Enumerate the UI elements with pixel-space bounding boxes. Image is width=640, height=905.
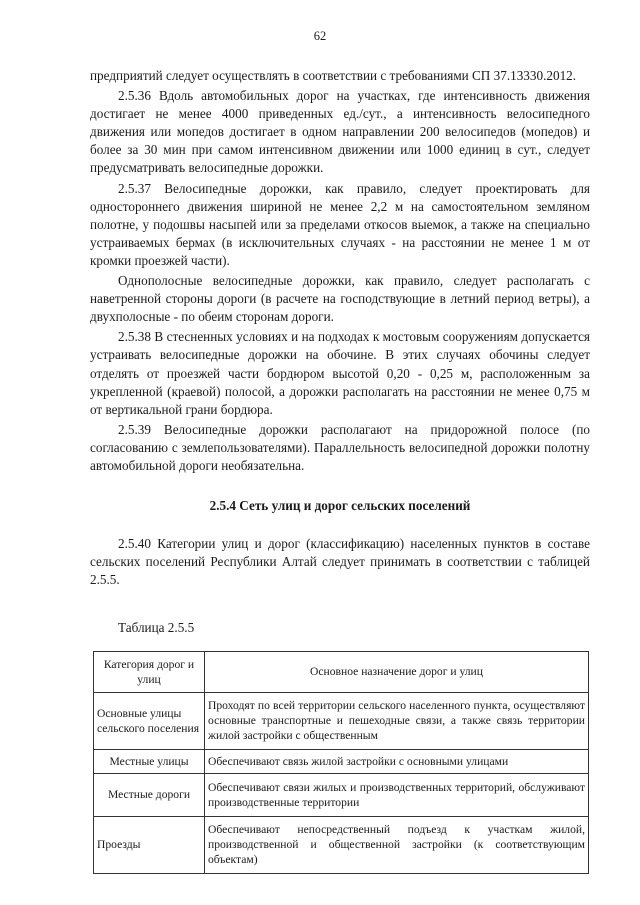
table-cell-category: Местные улицы — [94, 749, 205, 773]
table-caption: Таблица 2.5.5 — [118, 620, 195, 636]
section-heading: 2.5.4 Сеть улиц и дорог сельских поселений — [209, 498, 471, 514]
paragraph-2-5-40: 2.5.40 Категории улиц и дорог (классификацию) населенных пунктов в составе сельских поселений Республики Алтай следует принимать в соответствии с таблицей 2.5.5. — [90, 536, 590, 588]
paragraph-2-5-37: 2.5.37 Велосипедные дорожки, как правило, следует проектировать для одностороннего движения шириной не менее 2,2 м на самостоятельном земляном полотне, у подошвы насыпей или за пределами откосов выемок, а также на специально устраиваемых бермах (в исключительных случаях - на расстоянии не менее 1 м от кромки проезжей части). — [90, 180, 590, 268]
page-number: 62 — [313, 29, 327, 43]
table-cell-purpose: Обеспечивают связь жилой застройки с основными улицами — [205, 749, 589, 773]
table-header-row — [94, 651, 589, 692]
street-classification-table — [93, 651, 589, 874]
table-cell-category: Проезды — [94, 816, 205, 873]
paragraph-2-5-38: 2.5.38 В стесненных условиях и на подходах к мостовым сооружениям допускается устраивать велосипедные дорожки на обочине. В этих случаях обочины следует отделять от проезжей части бордюром высотой 0,20 - 0,25 м, расположенным за укрепленной (краевой) полосой, а дорожки располагать на расстоянии не менее 0,75 м от вертикальной грани бордюра. — [90, 329, 590, 417]
table-cell-category: Основные улицы сельского поселения — [94, 692, 205, 749]
table-cell-category: Местные дороги — [94, 773, 205, 816]
table-row — [94, 816, 589, 873]
paragraph-2-5-36: 2.5.36 Вдоль автомобильных дорог на участках, где интенсивность движения достигает не менее 4000 приведенных ед./сут., а интенсивность велосипедного движения или мопедов достигает в одном направлении 200 велосипедов (мопедов) и более за 30 мин при самом интенсивном движении или 1000 единиц в сут., следует предусматривать велосипедные дорожки. — [90, 88, 590, 176]
table-header-purpose: Основное назначение дорог и улиц — [205, 651, 589, 692]
paragraph-one-lane-paths: Однополосные велосипедные дорожки, как правило, следует располагать с наветренной стороны дороги (в расчете на господствующие в летний период ветры), а двухполосные - по обеим сторонам дороги. — [90, 273, 590, 325]
document-body — [90, 67, 590, 874]
paragraph-continuation: предприятий следует осуществлять в соответствии с требованиями СП 37.13330.2012. — [90, 68, 577, 83]
paragraph-2-5-39: 2.5.39 Велосипедные дорожки располагают на придорожной полосе (по согласованию с землепользователями). Параллельность велосипедной дорожки полотну автомобильной дороги необязательна. — [90, 421, 590, 473]
table-row — [94, 692, 589, 749]
table-row — [94, 773, 589, 816]
table-cell-purpose: Обеспечивают связи жилых и производственных территорий, обслуживают производственные территории — [205, 773, 589, 816]
table-header-category: Категория дорог и улиц — [94, 651, 205, 692]
table-cell-purpose: Обеспечивают непосредственный подъезд к участкам жилой, производственной и общественной застройки (к соответствующим объектам) — [205, 816, 589, 873]
table-cell-purpose: Проходят по всей территории сельского населенного пункта, осуществляют основные транспортные и пешеходные связи, а также связь территории жилой застройки с общественным — [205, 692, 589, 749]
table-row — [94, 749, 589, 773]
